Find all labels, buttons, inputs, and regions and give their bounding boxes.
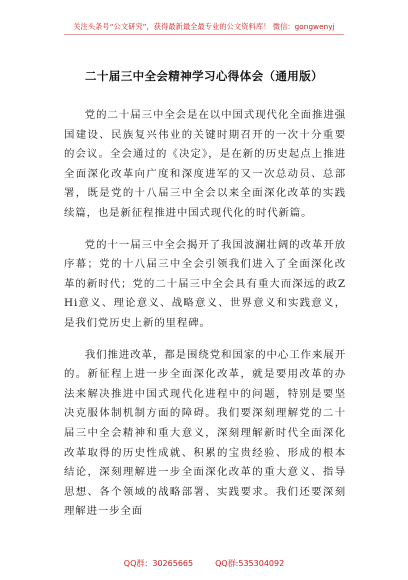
document-body [64, 106, 346, 534]
header-divider [64, 34, 344, 35]
header-banner: 关注头条号“公文研究”，获得最新最全最专业的公文资料库！ 微信：gongwenyj [73, 22, 335, 31]
body-paragraph: 党的十一届三中全会揭开了我国波澜壮阔的改革开放序幕；党的十八届三中全会引领我们进入了全面深化改革的新时代；党的二十届三中全会具有重大而深远的政ZHi意义、理论意义、战略意义、世界意义和实践意义，是我们党历史上新的里程碑。 [64, 238, 346, 329]
footer-contact [0, 558, 408, 569]
body-paragraph: 党的二十届三中全会是在以中国式现代化全面推进强国建设、民族复兴伟业的关键时期召开的一次十分重要的会议。全会通过的《决定》，是在新的历史起点上推进全面深化改革向广度和深度进军的又一次总动员、总部署，既是党的十八届三中全会以来全面深化改革的实践续篇，也是新征程推进中国式现代化的时代新篇。 [64, 109, 346, 219]
body-paragraph: 我们推进改革，都是围绕党和国家的中心工作来展开的。新征程上进一步全面深化改革，就是要用改革的办法来解决推进中国式现代化进程中的问题，特别是要坚决克服体制机制方面的障碍。我们要深刻理解党的二十届三中全会精神和重大意义，深刻理解新时代全面深化改革取得的历史性成就、积累的宝贵经验、形成的根本结论，深刻理解进一步全面深化改革的重大意义、指导思想、各个领域的战略部署、实践要求。我们还要深刻理解进一步全面 [64, 348, 346, 518]
footer-qq-group-1: QQ群：30265665 [123, 559, 194, 568]
document-title: 二十届三中全会精神学习心得体会（通用版） [85, 69, 323, 83]
footer-qq-group-2: QQ群:535304092 [215, 559, 285, 568]
